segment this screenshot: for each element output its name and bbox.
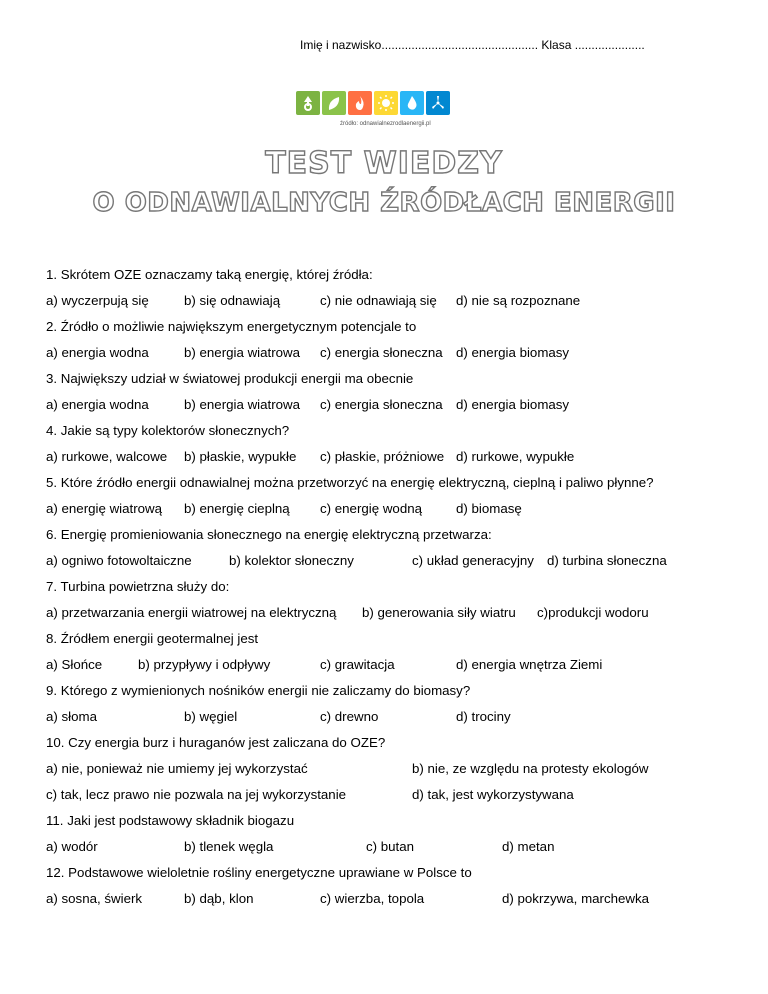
water-drop-icon: [400, 91, 424, 115]
answers-row-2: [46, 345, 746, 363]
answers-row-8: [46, 657, 746, 675]
answer-a: a) sosna, świerk: [46, 891, 143, 906]
leaf-icon: [322, 91, 346, 115]
name-class-line: Imię i nazwisko............................................... Klasa .....................: [300, 38, 645, 52]
answer-d: d) nie są rozpoznane: [456, 293, 581, 308]
question-9: 9. Którego z wymienionych nośników energii nie zaliczamy do biomasy?: [46, 683, 471, 698]
answer-a: a) słoma: [46, 709, 97, 724]
answer-d: d) tak, jest wykorzystywana: [412, 787, 574, 802]
answers-row-9: [46, 709, 746, 727]
question-3: 3. Największy udział w światowej produkcji energii ma obecnie: [46, 371, 414, 386]
answer-a: a) wyczerpują się: [46, 293, 149, 308]
answer-a: a) ogniwo fotowoltaiczne: [46, 553, 192, 568]
answer-c: c) energia słoneczna: [320, 397, 443, 412]
answer-a: a) wodór: [46, 839, 98, 854]
answers-row-6: [46, 553, 746, 571]
answer-a: a) nie, ponieważ nie umiemy jej wykorzystać: [46, 761, 308, 776]
answer-d: d) pokrzywa, marchewka: [502, 891, 650, 906]
question-4: 4. Jakie są typy kolektorów słonecznych?: [46, 423, 290, 438]
logo-source: źródło: odnawialnezrodlaenergii.pl: [340, 121, 431, 127]
answer-b: b) przypływy i odpływy: [138, 657, 271, 672]
answer-c: c) grawitacja: [320, 657, 395, 672]
question-8: 8. Źródłem energii geotermalnej jest: [46, 631, 259, 646]
question-5: 5. Które źródło energii odnawialnej można przetworzyć na energię elektryczną, cieplną i paliwo płynne?: [46, 475, 654, 490]
answer-c: c) układ generacyjny: [412, 553, 534, 568]
answers-row-10b: [46, 787, 746, 805]
answer-d: d) energia wnętrza Ziemi: [456, 657, 603, 672]
answer-a: a) energię wiatrową: [46, 501, 163, 516]
answer-d: d) energia biomasy: [456, 345, 570, 360]
answers-row-11: [46, 839, 746, 857]
answer-b: b) energia wiatrowa: [184, 345, 301, 360]
answer-b: b) energię cieplną: [184, 501, 290, 516]
answer-b: b) węgiel: [184, 709, 238, 724]
question-10: 10. Czy energia burz i huraganów jest zaliczana do OZE?: [46, 735, 386, 750]
answers-row-4: [46, 449, 746, 467]
answer-d: d) energia biomasy: [456, 397, 570, 412]
question-7: 7. Turbina powietrzna służy do:: [46, 579, 230, 594]
answer-c: c) nie odnawiają się: [320, 293, 437, 308]
question-2: 2. Źródło o możliwie największym energetycznym potencjale to: [46, 319, 417, 334]
answer-a: a) rurkowe, walcowe: [46, 449, 168, 464]
answer-d: d) turbina słoneczna: [547, 553, 667, 568]
sun-icon: [374, 91, 398, 115]
answers-row-10a: [46, 761, 746, 779]
answers-row-7: [46, 605, 746, 623]
answer-a: a) energia wodna: [46, 345, 149, 360]
wind-turbine-icon: [426, 91, 450, 115]
answer-b: b) generowania siły wiatru: [362, 605, 516, 620]
answer-d: d) trociny: [456, 709, 511, 724]
answer-b: b) nie, ze względu na protesty ekologów: [412, 761, 649, 776]
test-title: TEST WIEDZY: [265, 146, 503, 181]
answer-c: c) butan: [366, 839, 415, 854]
answers-row-12: [46, 891, 746, 909]
oze-logo: [296, 91, 450, 115]
answer-c: c) tak, lecz prawo nie pozwala na jej wykorzystanie: [46, 787, 347, 802]
answers-row-1: [46, 293, 746, 311]
answer-d: d) biomasę: [456, 501, 522, 516]
answer-c: c) energia słoneczna: [320, 345, 443, 360]
recycle-icon: [296, 91, 320, 115]
answer-d: d) metan: [502, 839, 555, 854]
answer-c: c) energię wodną: [320, 501, 423, 516]
answer-b: b) kolektor słoneczny: [229, 553, 354, 568]
question-1: 1. Skrótem OZE oznaczamy taką energię, której źródła:: [46, 267, 373, 282]
answer-c: c) wierzba, topola: [320, 891, 425, 906]
answer-c: c) drewno: [320, 709, 379, 724]
question-12: 12. Podstawowe wieloletnie rośliny energetyczne uprawiane w Polsce to: [46, 865, 472, 880]
test-subtitle: O ODNAWIALNYCH ŹRÓDŁACH ENERGII: [92, 188, 676, 218]
answer-c: c)produkcji wodoru: [537, 605, 649, 620]
answer-a: a) Słońce: [46, 657, 103, 672]
answers-row-5: [46, 501, 746, 519]
answer-c: c) płaskie, próżniowe: [320, 449, 445, 464]
answer-b: b) dąb, klon: [184, 891, 254, 906]
question-6: 6. Energię promieniowania słonecznego na energię elektryczną przetwarza:: [46, 527, 492, 542]
fire-icon: [348, 91, 372, 115]
answers-row-3: [46, 397, 746, 415]
answer-b: b) się odnawiają: [184, 293, 281, 308]
question-11: 11. Jaki jest podstawowy składnik biogazu: [46, 813, 295, 828]
answer-b: b) płaskie, wypukłe: [184, 449, 297, 464]
answer-d: d) rurkowe, wypukłe: [456, 449, 575, 464]
answer-a: a) energia wodna: [46, 397, 149, 412]
answer-b: b) tlenek węgla: [184, 839, 274, 854]
answer-a: a) przetwarzania energii wiatrowej na elektryczną: [46, 605, 337, 620]
answer-b: b) energia wiatrowa: [184, 397, 301, 412]
